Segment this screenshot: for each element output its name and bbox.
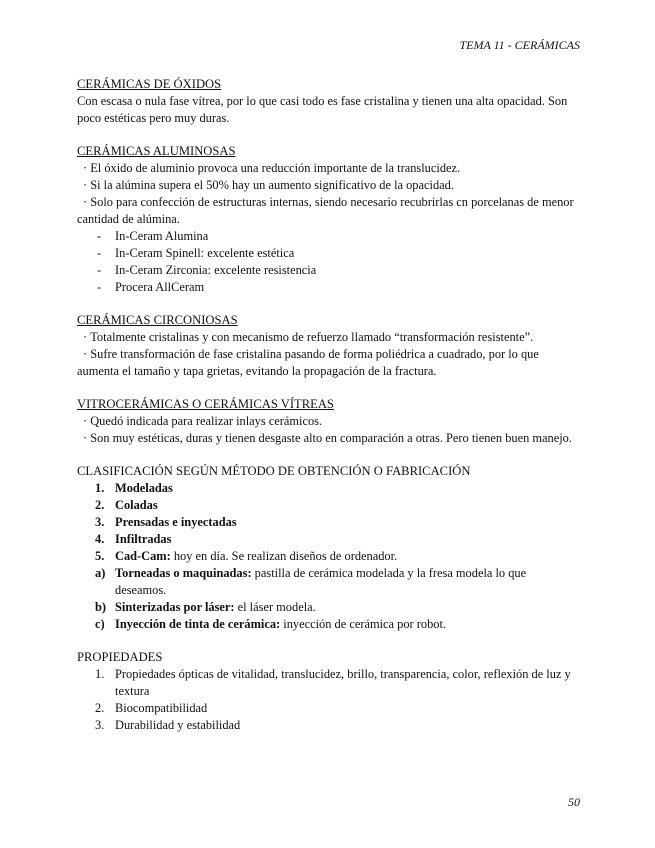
list-marker: 1. — [95, 667, 105, 681]
list-item — [95, 497, 577, 514]
section-oxidos — [77, 76, 577, 127]
section-title-vitroceramicas: VITROCERÁMICAS O CERÁMICAS VÍTREAS — [77, 397, 334, 411]
list-marker: a) — [95, 566, 106, 580]
page-number: 50 — [568, 795, 580, 809]
list-item — [95, 717, 577, 734]
item-term: Torneadas o maquinadas: — [115, 566, 252, 580]
item-text: el láser modela. — [234, 600, 316, 614]
list-item — [95, 514, 577, 531]
list-item — [95, 531, 577, 548]
section-aluminosas — [77, 143, 577, 296]
section-title-aluminosas: CERÁMICAS ALUMINOSAS — [77, 144, 236, 158]
list-marker: 4. — [95, 532, 105, 546]
item-term: Modeladas — [115, 481, 173, 495]
item-term: Coladas — [115, 498, 158, 512]
list-item — [95, 565, 577, 599]
clasificacion-list — [77, 480, 577, 633]
item-text: Biocompatibilidad — [115, 701, 208, 715]
propiedades-list — [77, 666, 577, 734]
section-circoniosas — [77, 312, 577, 380]
aluminosas-bullet: · Si la alúmina supera el 50% hay un aumento significativo de la opacidad. — [77, 177, 577, 194]
list-item: - In-Ceram Spinell: excelente estética — [97, 245, 577, 262]
item-term: Inyección de tinta de cerámica: — [115, 617, 281, 631]
list-item: - Procera AllCeram — [97, 279, 577, 296]
item-text: hoy en día. Se realizan diseños de ordenador. — [170, 549, 398, 563]
item-term: Cad-Cam: — [115, 549, 171, 563]
list-item — [95, 666, 577, 700]
list-marker: 3. — [95, 515, 105, 529]
item-term: Infiltradas — [115, 532, 172, 546]
list-item: - In-Ceram Alumina — [97, 228, 577, 245]
list-marker: 3. — [95, 718, 105, 732]
list-item — [95, 480, 577, 497]
section-title-propiedades: PROPIEDADES — [77, 650, 163, 664]
item-text: Durabilidad y estabilidad — [115, 718, 241, 732]
item-text: pastilla de cerámica modelada y la fresa modela lo que deseamos. — [115, 566, 527, 597]
circoniosas-bullet: · Totalmente cristalinas y con mecanismo de refuerzo llamado “transformación resistente”. — [77, 329, 577, 346]
list-marker: 5. — [95, 549, 105, 563]
list-marker: 2. — [95, 498, 105, 512]
vitroceramicas-bullet: · Quedó indicada para realizar inlays cerámicos. — [77, 413, 577, 430]
aluminosas-product-list — [77, 228, 577, 296]
list-item — [95, 599, 577, 616]
list-marker: 1. — [95, 481, 105, 495]
section-clasificacion — [77, 463, 577, 633]
list-marker: 2. — [95, 701, 105, 715]
list-marker: c) — [95, 617, 105, 631]
document-body — [77, 76, 577, 750]
list-item: - In-Ceram Zirconia: excelente resistencia — [97, 262, 577, 279]
section-title-oxidos: CERÁMICAS DE ÓXIDOS — [77, 77, 222, 91]
item-text: inyección de cerámica por robot. — [280, 617, 446, 631]
aluminosas-bullet: · Solo para confección de estructuras internas, siendo necesario recubrirlas cn porcelanas de menor cantidad de alúmina. — [77, 194, 577, 228]
list-item — [95, 700, 577, 717]
list-item — [95, 548, 577, 565]
section-vitroceramicas — [77, 396, 577, 447]
list-item — [95, 616, 577, 633]
section-title-circoniosas: CERÁMICAS CIRCONIOSAS — [77, 313, 238, 327]
aluminosas-bullet: · El óxido de aluminio provoca una reducción importante de la translucidez. — [77, 160, 577, 177]
vitroceramicas-bullet: · Son muy estéticas, duras y tienen desgaste alto en comparación a otras. Pero tienen buen manejo. — [77, 430, 577, 447]
item-term: Prensadas e inyectadas — [115, 515, 237, 529]
circoniosas-bullet: · Sufre transformación de fase cristalina pasando de forma poliédrica a cuadrado, por lo que aumenta el tamaño y tapa grietas, evitando la propagación de la fractura. — [77, 346, 577, 380]
item-text: Propiedades ópticas de vitalidad, translucidez, brillo, transparencia, color, reflexión de luz y textura — [115, 667, 571, 698]
section-title-clasificacion: CLASIFICACIÓN SEGÚN MÉTODO DE OBTENCIÓN O FABRICACIÓN — [77, 464, 471, 478]
oxidos-text: Con escasa o nula fase vítrea, por lo que casi todo es fase cristalina y tienen una alta opacidad. Son poco estéticas pero muy duras. — [77, 94, 568, 125]
page-header-title: TEMA 11 - CERÁMICAS — [459, 38, 580, 52]
list-marker: b) — [95, 600, 107, 614]
item-term: Sinterizadas por láser: — [115, 600, 235, 614]
section-propiedades — [77, 649, 577, 734]
